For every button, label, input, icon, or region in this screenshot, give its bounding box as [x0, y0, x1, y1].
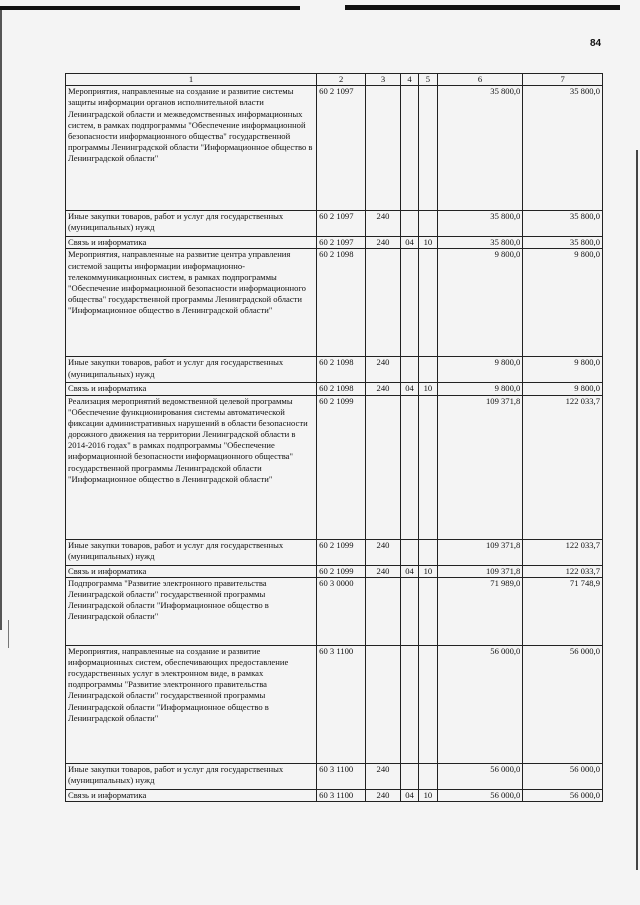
expense-type-code: [366, 86, 401, 211]
header-cell: 4: [400, 74, 418, 86]
table-row: [66, 237, 603, 249]
scan-edge-mark: [8, 620, 9, 648]
section-code: [400, 357, 418, 383]
section-code: [400, 86, 418, 211]
item-name: Иные закупки товаров, работ и услуг для государственных (муниципальных) нужд: [66, 357, 317, 383]
section-code: 04: [400, 383, 418, 395]
header-cell: 5: [419, 74, 437, 86]
table-row: [66, 789, 603, 801]
amount-year-1: 56 000,0: [437, 789, 523, 801]
section-code: [400, 211, 418, 237]
target-article-code: 60 3 1100: [317, 763, 366, 789]
target-article-code: 60 3 1100: [317, 789, 366, 801]
amount-year-2: 71 748,9: [523, 577, 603, 645]
amount-year-2: 56 000,0: [523, 789, 603, 801]
table-row: [66, 577, 603, 645]
subsection-code: [419, 249, 437, 357]
item-name: Мероприятия, направленные на создание и развитие информационных систем, обеспечивающих предоставление государственных услуг в электронном виде, в рамках подпрограммы "Развитие электронного правительства Ленинградской области" государственной программы Ленинградской области "Информационное общество в Ленинградской области": [66, 645, 317, 763]
amount-year-1: 109 371,8: [437, 565, 523, 577]
budget-table: [65, 73, 603, 802]
amount-year-2: 122 033,7: [523, 539, 603, 565]
target-article-code: 60 3 1100: [317, 645, 366, 763]
table-row: [66, 211, 603, 237]
header-cell: 2: [317, 74, 366, 86]
header-cell: 1: [66, 74, 317, 86]
subsection-code: 10: [419, 237, 437, 249]
target-article-code: 60 2 1098: [317, 357, 366, 383]
target-article-code: 60 2 1098: [317, 249, 366, 357]
expense-type-code: 240: [366, 211, 401, 237]
header-cell: 3: [366, 74, 401, 86]
item-name: Связь и информатика: [66, 237, 317, 249]
amount-year-2: 9 800,0: [523, 357, 603, 383]
table-row: [66, 539, 603, 565]
target-article-code: 60 2 1097: [317, 237, 366, 249]
subsection-code: 10: [419, 565, 437, 577]
item-name: Связь и информатика: [66, 565, 317, 577]
scan-edge-mark: [0, 6, 300, 10]
section-code: 04: [400, 565, 418, 577]
target-article-code: 60 2 1099: [317, 565, 366, 577]
table-row: [66, 383, 603, 395]
amount-year-1: 9 800,0: [437, 383, 523, 395]
table-row: [66, 763, 603, 789]
item-name: Иные закупки товаров, работ и услуг для государственных (муниципальных) нужд: [66, 211, 317, 237]
target-article-code: 60 2 1098: [317, 383, 366, 395]
table-row: [66, 249, 603, 357]
amount-year-2: 56 000,0: [523, 645, 603, 763]
expense-type-code: 240: [366, 565, 401, 577]
table-row: [66, 395, 603, 539]
target-article-code: 60 2 1097: [317, 86, 366, 211]
subsection-code: [419, 539, 437, 565]
subsection-code: [419, 645, 437, 763]
target-article-code: 60 2 1099: [317, 539, 366, 565]
subsection-code: [419, 86, 437, 211]
target-article-code: 60 2 1099: [317, 395, 366, 539]
section-code: [400, 577, 418, 645]
amount-year-2: 56 000,0: [523, 763, 603, 789]
amount-year-1: 35 800,0: [437, 237, 523, 249]
expense-type-code: 240: [366, 383, 401, 395]
table-row: [66, 357, 603, 383]
expense-type-code: 240: [366, 539, 401, 565]
section-code: [400, 539, 418, 565]
amount-year-1: 56 000,0: [437, 763, 523, 789]
scan-edge-mark: [345, 5, 620, 10]
section-code: [400, 763, 418, 789]
expense-type-code: 240: [366, 357, 401, 383]
subsection-code: [419, 763, 437, 789]
subsection-code: 10: [419, 383, 437, 395]
amount-year-2: 35 800,0: [523, 237, 603, 249]
table-row: [66, 86, 603, 211]
section-code: 04: [400, 237, 418, 249]
amount-year-1: 9 800,0: [437, 249, 523, 357]
scan-edge-mark: [0, 10, 2, 630]
header-cell: 7: [523, 74, 603, 86]
expense-type-code: [366, 395, 401, 539]
expense-type-code: [366, 249, 401, 357]
item-name: Мероприятия, направленные на развитие центра управления системой защиты информации информационно-телекоммуникационных систем, в рамках подпрограммы "Обеспечение информационной безопасности информационного общества" государственной программы Ленинградской области "Информационное общество в Ленинградской области": [66, 249, 317, 357]
amount-year-1: 109 371,8: [437, 395, 523, 539]
subsection-code: [419, 395, 437, 539]
header-row: [66, 74, 603, 86]
amount-year-2: 122 033,7: [523, 565, 603, 577]
subsection-code: 10: [419, 789, 437, 801]
amount-year-2: 9 800,0: [523, 249, 603, 357]
amount-year-2: 122 033,7: [523, 395, 603, 539]
expense-type-code: 240: [366, 763, 401, 789]
section-code: [400, 645, 418, 763]
expense-type-code: 240: [366, 789, 401, 801]
item-name: Иные закупки товаров, работ и услуг для государственных (муниципальных) нужд: [66, 539, 317, 565]
section-code: 04: [400, 789, 418, 801]
page-number: 84: [590, 38, 602, 49]
item-name: Подпрограмма "Развитие электронного правительства Ленинградской области" государственной программы Ленинградской области "Информационное общество в Ленинградской области": [66, 577, 317, 645]
amount-year-2: 9 800,0: [523, 383, 603, 395]
amount-year-2: 35 800,0: [523, 86, 603, 211]
amount-year-1: 9 800,0: [437, 357, 523, 383]
subsection-code: [419, 357, 437, 383]
section-code: [400, 395, 418, 539]
item-name: Иные закупки товаров, работ и услуг для государственных (муниципальных) нужд: [66, 763, 317, 789]
header-cell: 6: [437, 74, 523, 86]
amount-year-1: 35 800,0: [437, 86, 523, 211]
target-article-code: 60 3 0000: [317, 577, 366, 645]
amount-year-2: 35 800,0: [523, 211, 603, 237]
amount-year-1: 56 000,0: [437, 645, 523, 763]
subsection-code: [419, 577, 437, 645]
amount-year-1: 109 371,8: [437, 539, 523, 565]
item-name: Мероприятия, направленные на создание и развитие системы защиты информации органов исполнительной власти Ленинградской области и межведомственных информационных систем, в рамках подпрограммы "Обеспечение информационной безопасности информационного общества" государственной программы Ленинградской области "Информационное общество в Ленинградской области": [66, 86, 317, 211]
table-row: [66, 565, 603, 577]
amount-year-1: 35 800,0: [437, 211, 523, 237]
expense-type-code: [366, 645, 401, 763]
scan-edge-mark: [636, 150, 638, 870]
expense-type-code: [366, 577, 401, 645]
item-name: Реализация мероприятий ведомственной целевой программы "Обеспечение функционирования системы автоматической фиксации административных нарушений в области безопасности дорожного движения на территории Ленинградской области в 2014-2016 годах" в рамках подпрограммы "Обеспечение информационной безопасности информационного общества" государственной программы Ленинградской области "Информационное общество в Ленинградской области": [66, 395, 317, 539]
item-name: Связь и информатика: [66, 789, 317, 801]
item-name: Связь и информатика: [66, 383, 317, 395]
subsection-code: [419, 211, 437, 237]
target-article-code: 60 2 1097: [317, 211, 366, 237]
expense-type-code: 240: [366, 237, 401, 249]
section-code: [400, 249, 418, 357]
table-row: [66, 645, 603, 763]
amount-year-1: 71 989,0: [437, 577, 523, 645]
